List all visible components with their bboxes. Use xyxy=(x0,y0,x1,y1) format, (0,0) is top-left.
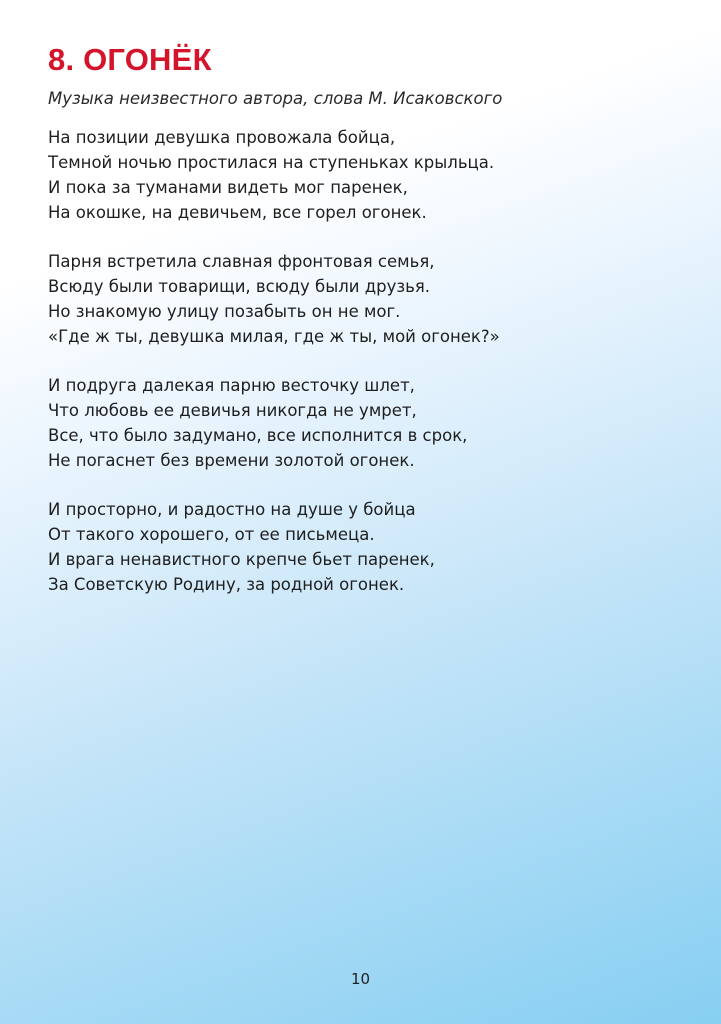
stanza-2 xyxy=(48,249,688,349)
lyric-line: На окошке, на девичьем, все горел огонек. xyxy=(48,203,427,222)
lyric-line: И просторно, и радостно на душе у бойца xyxy=(48,500,416,519)
lyric-line: Всюду были товарищи, всюду были друзья. xyxy=(48,277,431,296)
lyric-line: И врага ненавистного крепче бьет паренек, xyxy=(48,550,435,569)
lyric-line: Но знакомую улицу позабыть он не мог. xyxy=(48,302,401,321)
lyric-line: Темной ночью простилася на ступеньках крыльца. xyxy=(48,153,495,172)
lyric-line: «Где ж ты, девушка милая, где ж ты, мой огонек?» xyxy=(48,327,500,346)
stanza-3 xyxy=(48,373,688,473)
lyric-line: Что любовь ее девичья никогда не умрет, xyxy=(48,401,417,420)
stanza-1 xyxy=(48,125,688,225)
lyric-line: От такого хорошего, от ее письмеца. xyxy=(48,525,375,544)
lyric-line: И подруга далекая парню весточку шлет, xyxy=(48,376,415,395)
lyric-line: Парня встретила славная фронтовая семья, xyxy=(48,252,435,271)
lyric-line: И пока за туманами видеть мог паренек, xyxy=(48,178,408,197)
lyric-line: На позиции девушка провожала бойца, xyxy=(48,128,396,147)
song-title: 8. ОГОНЁК xyxy=(48,42,212,77)
song-page xyxy=(48,40,688,621)
lyric-line: Не погаснет без времени золотой огонек. xyxy=(48,451,415,470)
lyric-line: Все, что было задумано, все исполнится в срок, xyxy=(48,426,468,445)
lyrics xyxy=(48,125,688,597)
song-credits: Музыка неизвестного автора, слова М. Исаковского xyxy=(48,89,503,108)
lyric-line: За Советскую Родину, за родной огонек. xyxy=(48,575,405,594)
stanza-4 xyxy=(48,497,688,597)
page-number: 10 xyxy=(350,970,371,988)
